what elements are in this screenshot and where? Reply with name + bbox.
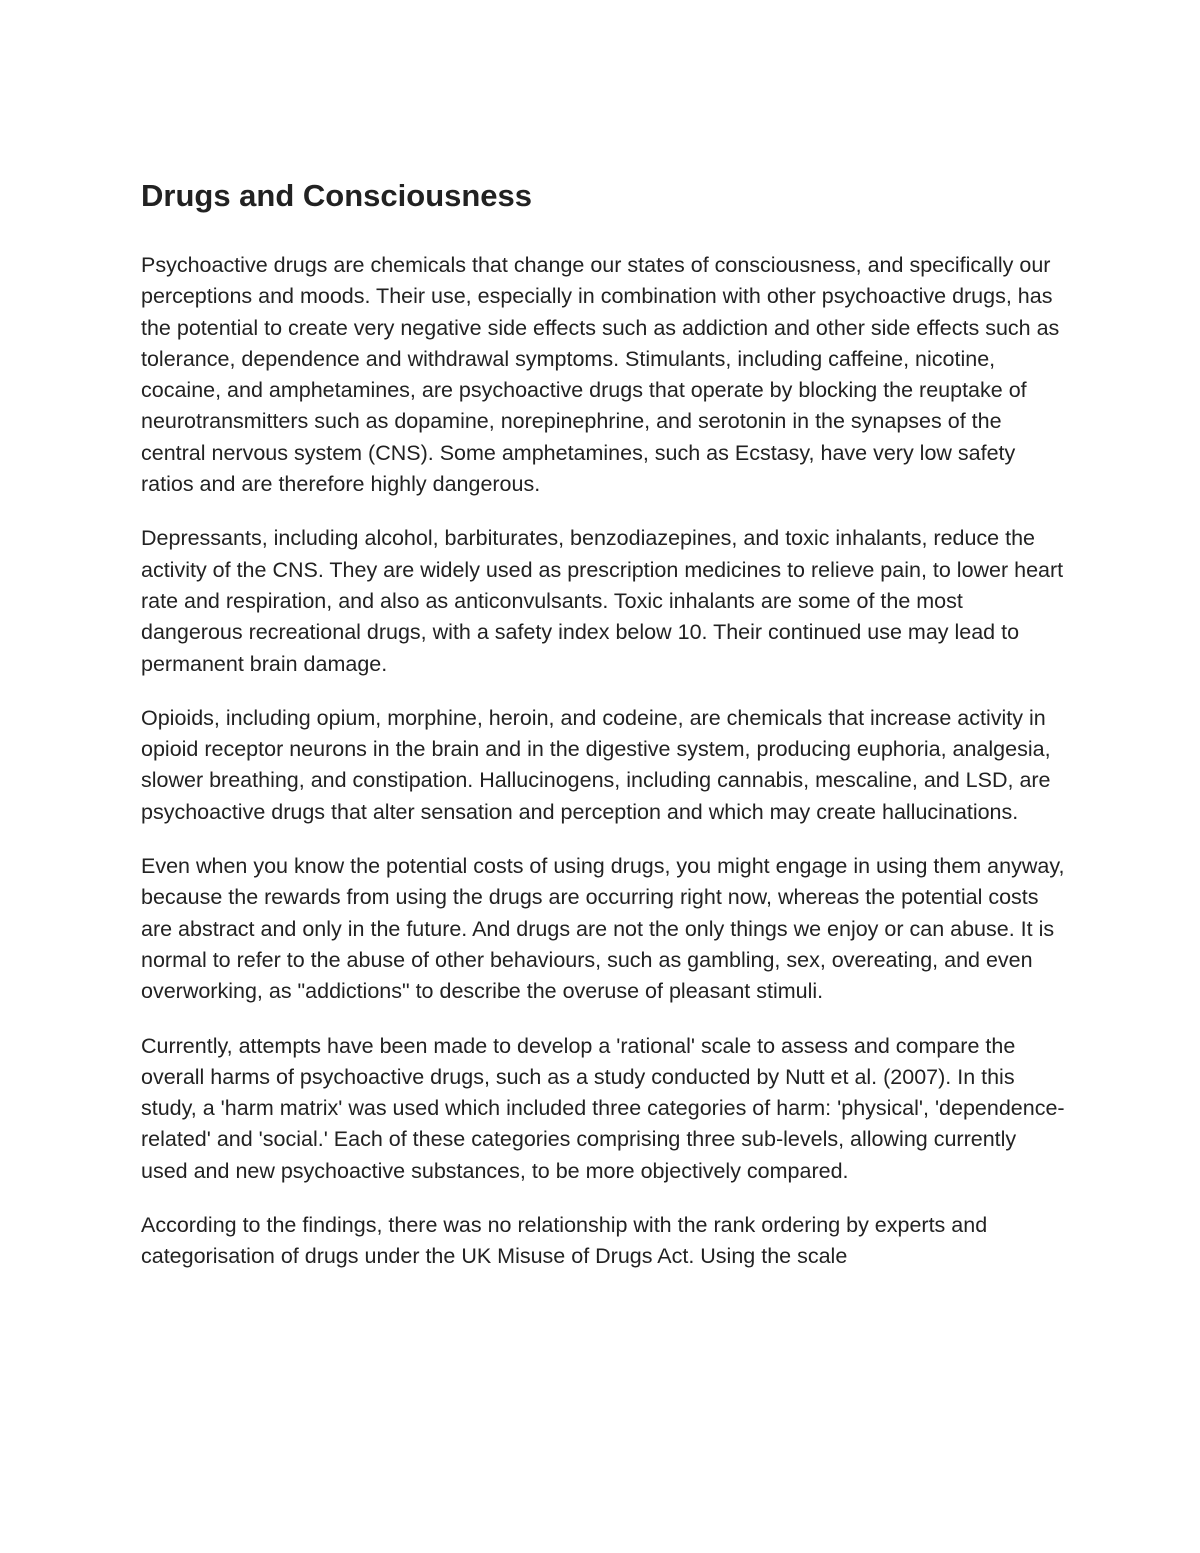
- paragraph-opioids-hallucinogens: Opioids, including opium, morphine, heroin, and codeine, are chemicals that increase activity in opioid receptor neurons in the brain and in the digestive system, producing euphoria, analgesia, slower breathing, and constipation. Hallucinogens, including cannabis, mescaline, and LSD, are psychoactive drugs that alter sensation and perception and which may create hallucinations.: [141, 705, 1051, 824]
- document-title: Drugs and Consciousness: [141, 178, 533, 213]
- document-body: [141, 176, 1066, 1296]
- paragraph-stimulants: Psychoactive drugs are chemicals that change our states of consciousness, and specifically our perceptions and moods. Their use, especially in combination with other psychoactive drugs, has the potential to create very negative side effects such as addiction and other side effects such as tolerance, dependence and withdrawal symptoms. Stimulants, including caffeine, nicotine, cocaine, and amphetamines, are psychoactive drugs that operate by blocking the reuptake of neurotransmitters such as dopamine, norepinephrine, and serotonin in the synapses of the central nervous system (CNS). Some amphetamines, such as Ecstasy, have very low safety ratios and are therefore highly dangerous.: [141, 253, 1060, 497]
- paragraph-depressants: Depressants, including alcohol, barbiturates, benzodiazepines, and toxic inhalants, reduce the activity of the CNS. They are widely used as prescription medicines to relieve pain, to lower heart rate and respiration, and also as anticonvulsants. Toxic inhalants are some of the most dangerous recreational drugs, with a safety index below 10. Their continued use may lead to permanent brain damage.: [141, 526, 1064, 676]
- paragraph-costs-rewards: Even when you know the potential costs of using drugs, you might engage in using them anyway, because the rewards from using the drugs are occurring right now, whereas the potential costs are abstract and only in the future. And drugs are not the only things we enjoy or can abuse. It is normal to refer to the abuse of other behaviours, such as gambling, sex, overeating, and even overworking, as "addictions" to describe the overuse of pleasant stimuli.: [141, 854, 1065, 1004]
- paragraph-harm-scale: Currently, attempts have been made to develop a 'rational' scale to assess and compare the overall harms of psychoactive drugs, such as a study conducted by Nutt et al. (2007). In this study, a 'harm matrix' was used which included three categories of harm: 'physical', 'dependence-related' and 'social.' Each of these categories comprising three sub-levels, allowing currently used and new psychoactive substances, to be more objectively compared.: [141, 1033, 1065, 1183]
- paragraph-findings: According to the findings, there was no relationship with the rank ordering by experts and categorisation of drugs under the UK Misuse of Drugs Act. Using the scale: [141, 1213, 988, 1269]
